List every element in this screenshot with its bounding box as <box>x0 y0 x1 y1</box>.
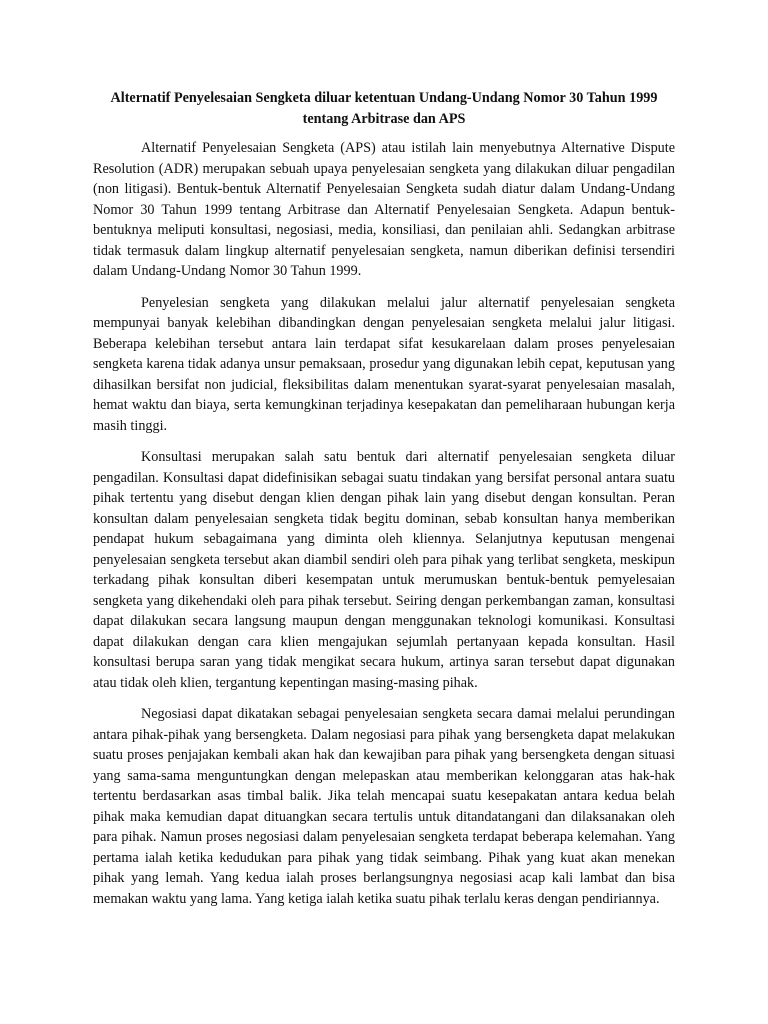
document-page <box>93 88 675 920</box>
paragraph-konsultasi: Konsultasi merupakan salah satu bentuk dari alternatif penyelesaian sengketa diluar pengadilan. Konsultasi dapat didefinisikan sebagai suatu tindakan yang bersifat personal antara suatu pihak tertentu yang disebut dengan klien dengan pihak lain yang disebut dengan konsultan. Peran konsultan dalam penyelesaian sengketa tidak begitu dominan, sebab konsultan hanya memberikan pendapat hukum sebagaimana yang diminta oleh kliennya. Selanjutnya keputusan mengenai penyelesaian sengketa tersebut akan diambil sendiri oleh para pihak yang terlibat sengketa, meskipun terkadang pihak konsultan diberi kesempatan untuk merumuskan bentuk-bentuk pemyelesaian sengketa yang dikehendaki oleh para pihak tersebut. Seiring dengan perkembangan zaman, konsultasi dapat dilakukan secara langsung maupun dengan menggunakan teknologi komunikasi. Konsultasi dapat dilakukan dengan cara klien mengajukan sejumlah pertanyaan kepada konsultan. Hasil konsultasi berupa saran yang tidak mengikat secara hukum, artinya saran tersebut dapat digunakan atau tidak oleh klien, tergantung kepentingan masing-masing pihak. <box>93 449 675 691</box>
paragraph-negosiasi: Negosiasi dapat dikatakan sebagai penyelesaian sengketa secara damai melalui perundingan antara pihak-pihak yang bersengketa. Dalam negosiasi para pihak yang bersengketa dapat melakukan suatu proses penjajakan kembali akan hak dan kewajiban para pihak yang bersengketa dengan situasi yang sama-sama menguntungkan dengan melepaskan atau memberikan kelonggaran atas hak-hak tertentu berdasarkan asas timbal balik. Jika telah mencapai suatu kesepakatan antara kedua belah pihak maka kemudian dapat dituangkan secara tertulis untuk ditandatangani dan dilaksanakan oleh para pihak. Namun proses negosiasi dalam penyelesaian sengketa terdapat beberapa kelemahan. Yang pertama ialah ketika kedudukan para pihak yang tidak seimbang. Pihak yang kuat akan menekan pihak yang lemah. Yang kedua ialah proses berlangsungnya negosiasi acap kali lambat dan bisa memakan waktu yang lama. Yang ketiga ialah ketika suatu pihak terlalu keras dengan pendiriannya. <box>93 706 675 907</box>
document-title: Alternatif Penyelesaian Sengketa diluar ketentuan Undang-Undang Nomor 30 Tahun 1999 tentang Arbitrase dan APS <box>110 90 658 127</box>
paragraph-aps-definition: Alternatif Penyelesaian Sengketa (APS) atau istilah lain menyebutnya Alternative Dispute Resolution (ADR) merupakan sebuah upaya penyelesaian sengketa yang dilakukan diluar pengadilan (non litigasi). Bentuk-bentuk Alternatif Penyelesaian Sengketa sudah diatur dalam Undang-Undang Nomor 30 Tahun 1999 tentang Arbitrase dan Alternatif Penyelesaian Sengketa. Adapun bentuk-bentuknya meliputi konsultasi, negosiasi, media, konsiliasi, dan penilaian ahli. Sedangkan arbitrase tidak termasuk dalam lingkup alternatif penyelesaian sengketa, namun diberikan definisi tersendiri dalam Undang-Undang Nomor 30 Tahun 1999. <box>93 140 675 279</box>
paragraph-aps-advantages: Penyelesian sengketa yang dilakukan melalui jalur alternatif penyelesaian sengketa mempunyai banyak kelebihan dibandingkan dengan penyelesaian sengketa melalui jalur litigasi. Beberapa kelebihan tersebut antara lain terdapat sifat kesukarelaan dalam proses penyelesaian sengketa karena tidak adanya unsur pemaksaan, prosedur yang digunakan lebih cepat, keputusan yang dihasilkan bersifat non judicial, fleksibilitas dalam menentukan syarat-syarat penyelesaian masalah, hemat waktu dan biaya, serta kemungkinan terjadinya kesepakatan dan pemeliharaan hubungan kerja masih tinggi. <box>93 294 675 434</box>
